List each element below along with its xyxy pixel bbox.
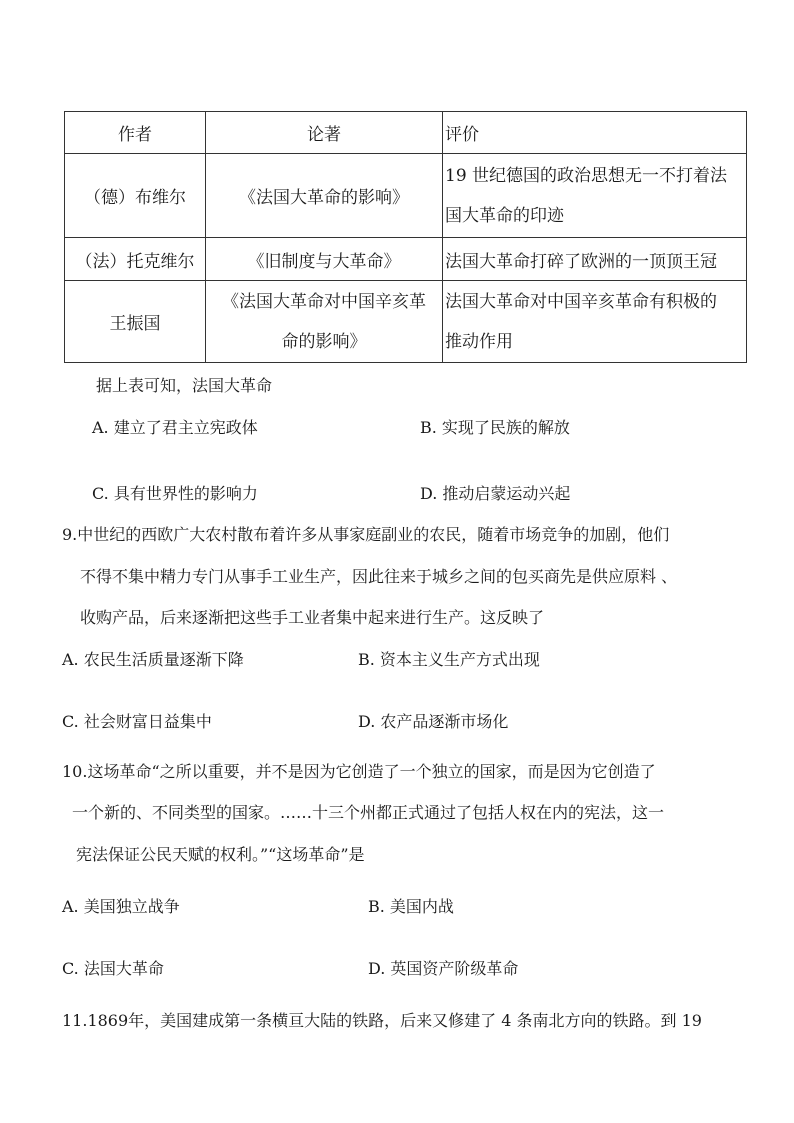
work-cell: 《旧制度与大革命》	[206, 238, 443, 281]
q11-stem-line: 11.1869年，美国建成第一条横亘大陆的铁路，后来又修建了 4 条南北方向的铁路。到 19	[62, 1011, 702, 1030]
header-work: 论著	[206, 112, 443, 154]
header-evaluation: 评价	[443, 112, 747, 154]
work-line: 《法国大革命对中国辛亥革	[222, 291, 426, 312]
evaluation-line: 国大革命的印迹	[445, 205, 564, 226]
q8-option-c[interactable]: C. 具有世界性的影响力	[92, 484, 258, 503]
q10-stem-line: 一个新的、不同类型的国家。……十三个州都正式通过了包括人权在内的宪法，这一	[72, 803, 665, 822]
evaluation-line: 推动作用	[445, 331, 513, 352]
q10-option-b[interactable]: B. 美国内战	[368, 897, 454, 916]
table-row	[65, 238, 747, 281]
q9-stem-line: 收购产品，后来逐渐把这些手工业者集中起来进行生产。这反映了	[80, 608, 545, 627]
evaluation-cell	[443, 281, 747, 363]
historians-table	[64, 111, 747, 363]
work-cell: 《法国大革命的影响》	[206, 154, 443, 238]
evaluation-cell: 法国大革命打碎了欧洲的一顶顶王冠	[443, 238, 747, 281]
q9-stem-line: 9.中世纪的西欧广大农村散布着许多从事家庭副业的农民，随着市场竞争的加剧，他们	[62, 525, 670, 544]
work-line: 命的影响》	[281, 331, 367, 352]
q9-option-a[interactable]: A. 农民生活质量逐渐下降	[62, 650, 244, 669]
table-header-row	[65, 112, 747, 154]
header-author: 作者	[65, 112, 206, 154]
q9-option-d[interactable]: D. 农产品逐渐市场化	[358, 712, 509, 731]
evaluation-line: 法国大革命对中国辛亥革命有积极的	[445, 291, 717, 312]
author-cell: （法）托克维尔	[65, 238, 206, 281]
q8-stem: 据上表可知，法国大革命	[96, 376, 273, 395]
q9-stem-line: 不得不集中精力专门从事手工业生产，因此往来于城乡之间的包买商先是供应原料 、	[80, 567, 678, 586]
author-cell: 王振国	[65, 281, 206, 363]
q10-option-d[interactable]: D. 英国资产阶级革命	[368, 959, 519, 978]
q10-stem-line: 10.这场革命“之所以重要，并不是因为它创造了一个独立的国家，而是因为它创造了	[62, 762, 656, 781]
q9-option-b[interactable]: B. 资本主义生产方式出现	[358, 650, 540, 669]
table-row	[65, 154, 747, 238]
table-row	[65, 281, 747, 363]
evaluation-cell	[443, 154, 747, 238]
q10-option-c[interactable]: C. 法国大革命	[62, 959, 164, 978]
q8-option-b[interactable]: B. 实现了民族的解放	[420, 418, 570, 437]
author-cell: （德）布维尔	[65, 154, 206, 238]
evaluation-line: 19 世纪德国的政治思想无一不打着法	[445, 165, 728, 186]
q9-option-c[interactable]: C. 社会财富日益集中	[62, 712, 212, 731]
work-cell	[206, 281, 443, 363]
q8-option-d[interactable]: D. 推动启蒙运动兴起	[420, 484, 571, 503]
q8-option-a[interactable]: A. 建立了君主立宪政体	[92, 418, 258, 437]
q10-option-a[interactable]: A. 美国独立战争	[62, 897, 180, 916]
q10-stem-line: 宪法保证公民天赋的权利。”“这场革命”是	[76, 845, 365, 864]
